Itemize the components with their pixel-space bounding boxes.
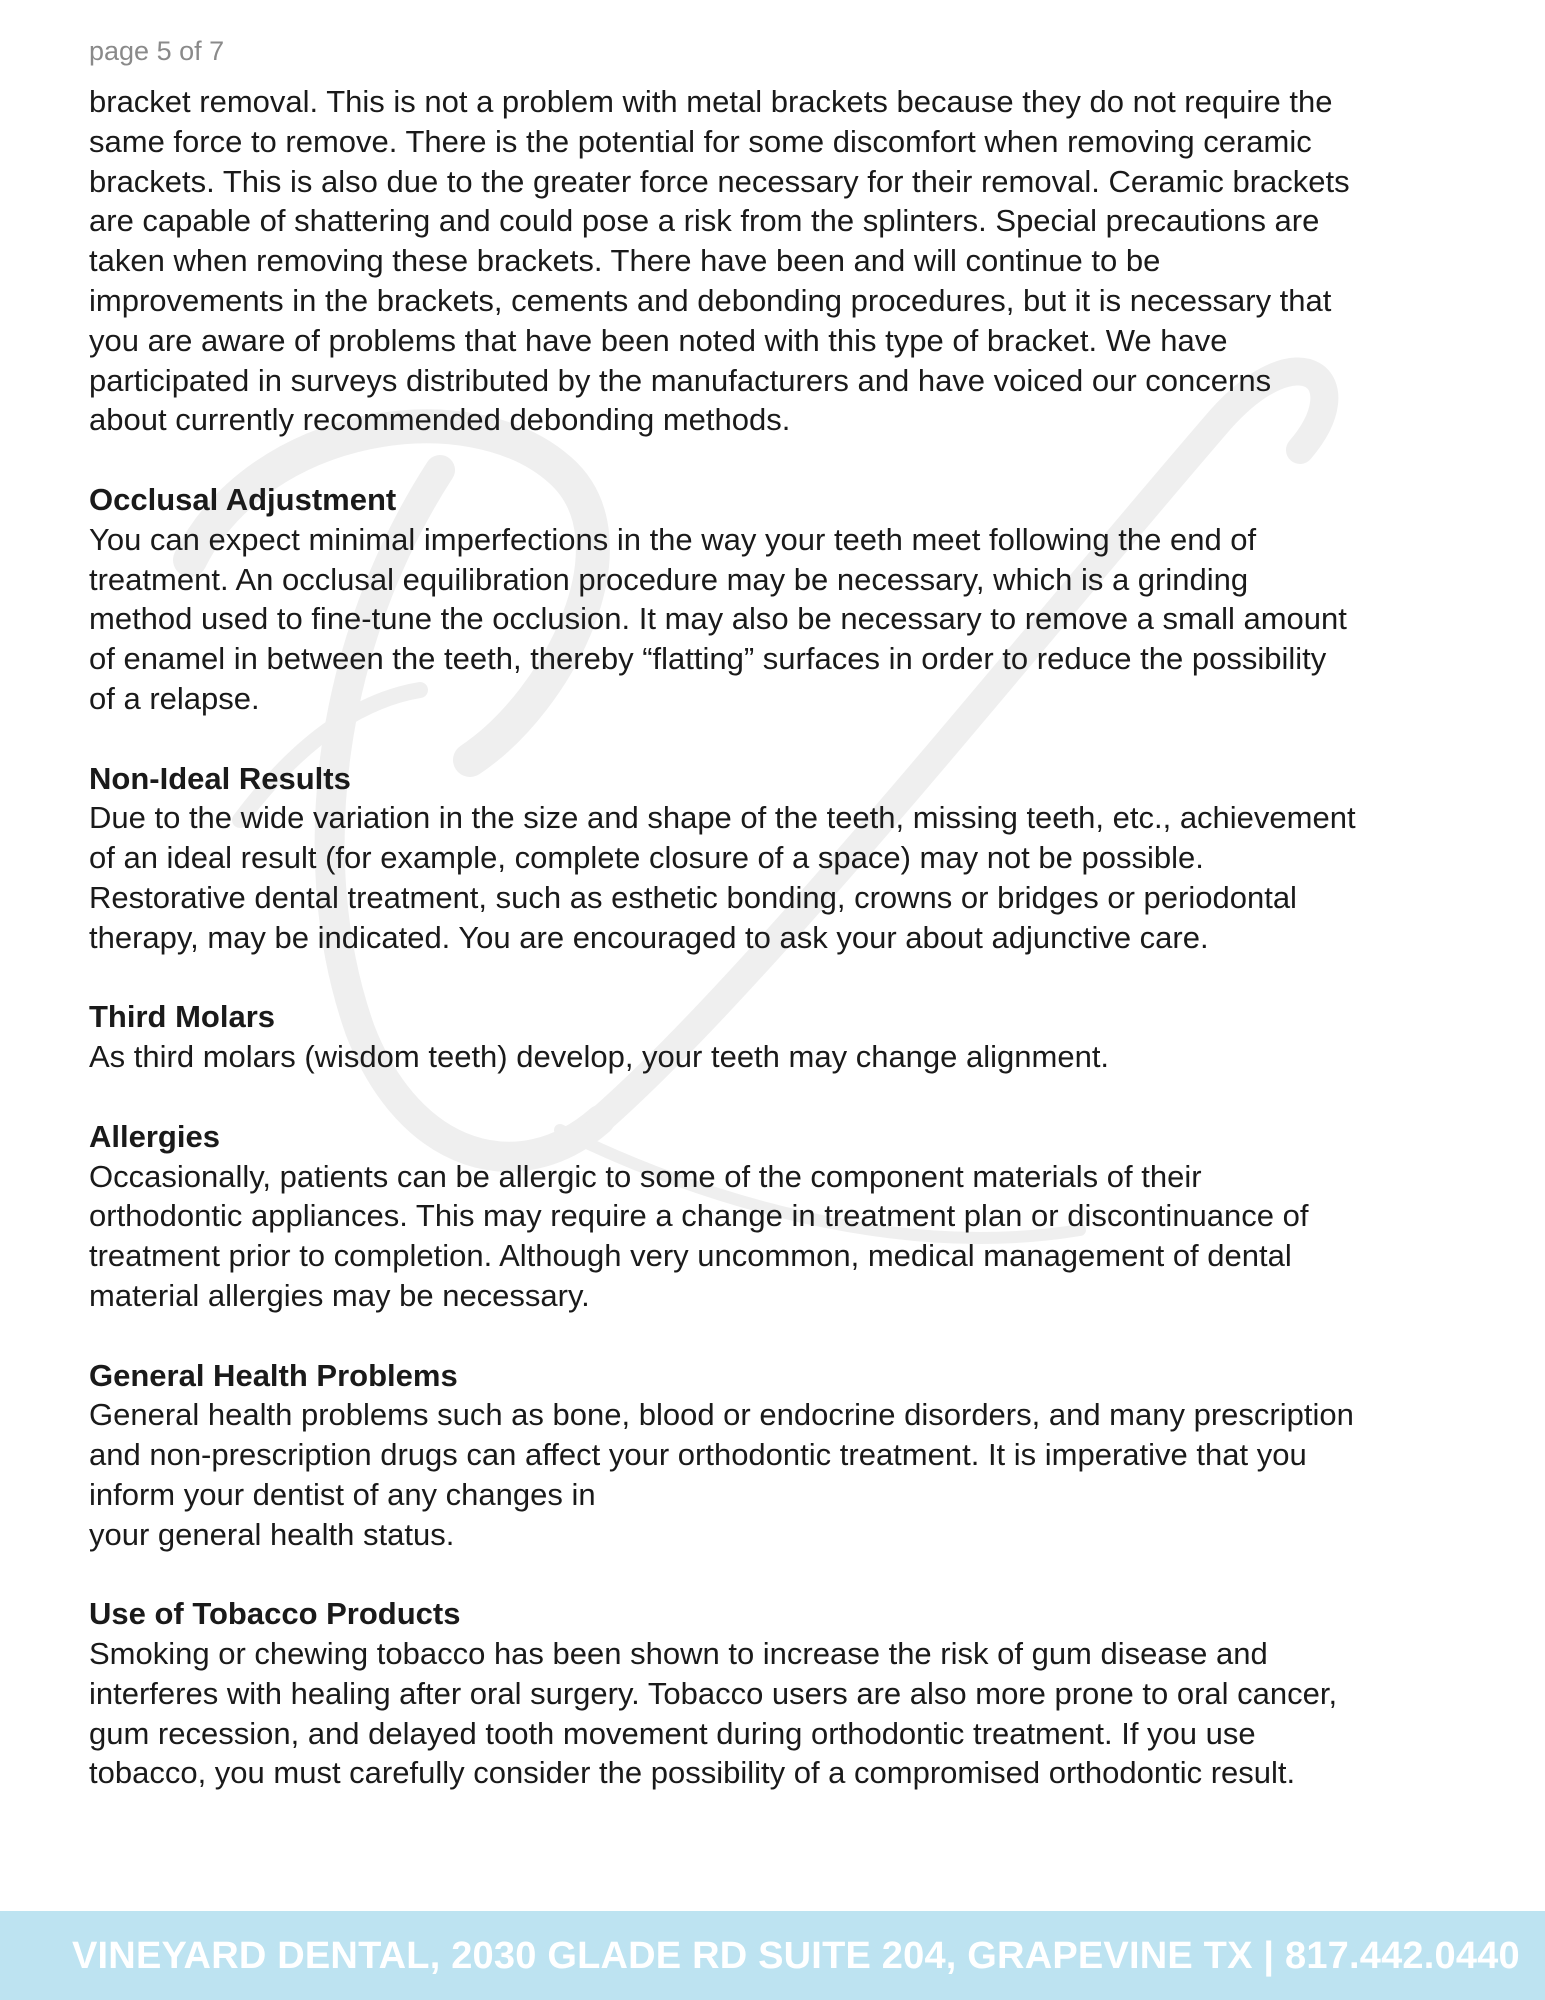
section-title: Third Molars bbox=[89, 999, 276, 1035]
section-use-of-tobacco-products bbox=[89, 1594, 1469, 1793]
section-occlusal-adjustment bbox=[89, 480, 1469, 719]
page-number: page 5 of 7 bbox=[89, 36, 225, 66]
section-title: Occlusal Adjustment bbox=[89, 481, 397, 517]
section-third-molars bbox=[89, 997, 1469, 1077]
section-allergies bbox=[89, 1117, 1469, 1316]
section-title: General Health Problems bbox=[89, 1357, 458, 1393]
section-title: Allergies bbox=[89, 1118, 220, 1154]
section-body: Due to the wide variation in the size and shape of the teeth, missing teeth, etc., achievement of an ideal result (for example, complete closure of a space) may not be possible. Restorative dental treatment, such as esthetic bonding, crowns or bridges or periodontal therapy, may be indicated. You are encouraged to ask your about adjunctive care. bbox=[89, 800, 1356, 955]
section-body: General health problems such as bone, blood or endocrine disorders, and many prescription and non-prescription drugs can affect your orthodontic treatment. It is imperative that you inform your dentist of any changes in your general health status. bbox=[89, 1397, 1354, 1552]
footer-contact-text: VINEYARD DENTAL, 2030 GLADE RD SUITE 204, GRAPEVINE TX | 817.442.0440 bbox=[72, 1935, 1520, 1977]
section-body: As third molars (wisdom teeth) develop, your teeth may change alignment. bbox=[89, 1039, 1110, 1075]
footer-band bbox=[0, 1911, 1545, 2000]
document-body bbox=[89, 82, 1469, 1793]
section-body: You can expect minimal imperfections in the way your teeth meet following the end of treatment. An occlusal equilibration procedure may be necessary, which is a grinding method used to fine-tune the occlusion. It may also be necessary to remove a small amount of enamel in between the teeth, thereby “flatting” surfaces in order to reduce the possibility of a relapse. bbox=[89, 521, 1347, 716]
section-body: Occasionally, patients can be allergic to some of the component materials of their orthodontic appliances. This may require a change in treatment plan or discontinuance of treatment prior to completion. Although very uncommon, medical management of dental material allergies may be necessary. bbox=[89, 1158, 1309, 1313]
section-body: Smoking or chewing tobacco has been shown to increase the risk of gum disease and interferes with healing after oral surgery. Tobacco users are also more prone to oral cancer, gum recession, and delayed tooth movement during orthodontic treatment. If you use tobacco, you must carefully consider the possibility of a compromised orthodontic result. bbox=[89, 1636, 1338, 1791]
intro-paragraph: bracket removal. This is not a problem with metal brackets because they do not require the same force to remove. There is the potential for some discomfort when removing ceramic brackets. This is also due to the greater force necessary for their removal. Ceramic brackets are capable of shattering and could pose a risk from the splinters. Special precautions are taken when removing these brackets. There have been and will continue to be improvements in the brackets, cements and debonding procedures, but it is necessary that you are aware of problems that have been noted with this type of bracket. We have participated in surveys distributed by the manufacturers and have voiced our concerns about currently recommended debonding methods. bbox=[89, 84, 1350, 438]
section-title: Non-Ideal Results bbox=[89, 760, 351, 796]
section-general-health-problems bbox=[89, 1356, 1469, 1555]
section-title: Use of Tobacco Products bbox=[89, 1596, 461, 1632]
section-non-ideal-results bbox=[89, 759, 1469, 958]
